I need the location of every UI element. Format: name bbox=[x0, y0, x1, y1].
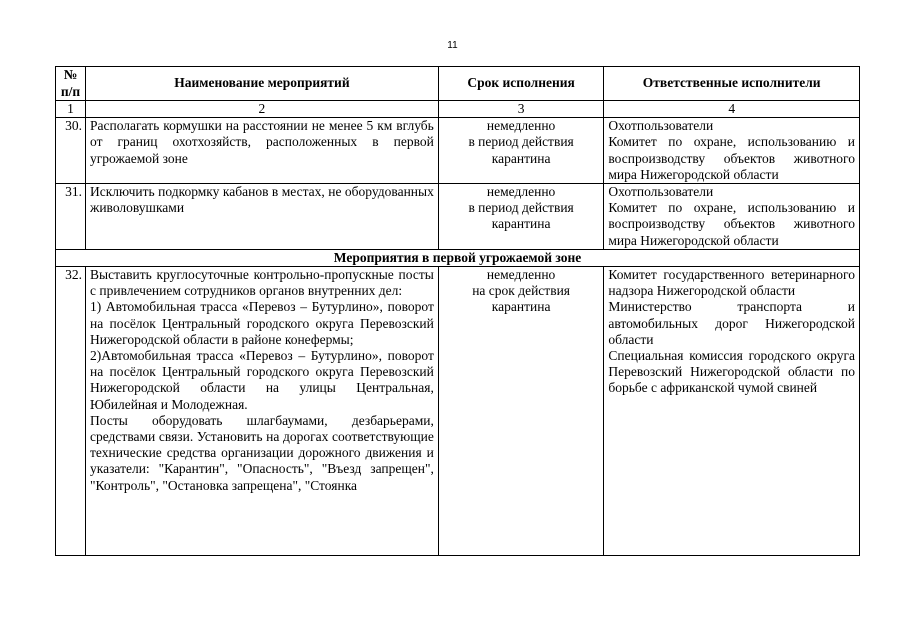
measures-table bbox=[55, 66, 860, 556]
section-title: Мероприятия в первой угрожаемой зоне bbox=[56, 249, 860, 266]
table-row bbox=[56, 184, 860, 250]
measure-name: Исключить подкормку кабанов в местах, не оборудованных живоловушками bbox=[86, 184, 439, 250]
measure-term: немедленно в период действия карантина bbox=[438, 118, 604, 184]
table-header-row bbox=[56, 67, 860, 101]
row-number: 32. bbox=[56, 267, 86, 556]
column-number: 4 bbox=[604, 101, 860, 118]
table-row bbox=[56, 118, 860, 184]
header-name: Наименование мероприятий bbox=[86, 67, 439, 101]
header-term: Срок исполнения bbox=[438, 67, 604, 101]
header-responsible: Ответственные исполнители bbox=[604, 67, 860, 101]
measure-responsible: Охотпользователи Комитет по охране, использованию и воспроизводству объектов животного мира Нижегородской области bbox=[604, 118, 860, 184]
row-number: 31. bbox=[56, 184, 86, 250]
table-row bbox=[56, 267, 860, 556]
column-numbers-row bbox=[56, 101, 860, 118]
measure-name: Выставить круглосуточные контрольно-пропускные посты с привлечением сотрудников органов внутренних дел: 1) Автомобильная трасса «Перевоз – Бутурлино», поворот на посёлок Центральный городского округа Перевозский Нижегородской области в районе конефермы; 2)Автомобильная трасса «Перевоз – Бутурлино», поворот на посёлок Центральный городского округа Перевозский Нижегородской области на улицы Центральная, Юбилейная и Молодежная. Посты оборудовать шлагбаумами, дезбарьерами, средствами связи. Установить на дорогах соответствующие технические средства организации дорожного движения и указатели: "Карантин", "Опасность", "Въезд запрещен", "Контроль", "Остановка запрещена", "Стоянка bbox=[86, 267, 439, 556]
column-number: 3 bbox=[438, 101, 604, 118]
column-number: 1 bbox=[56, 101, 86, 118]
measure-responsible: Охотпользователи Комитет по охране, использованию и воспроизводству объектов животного мира Нижегородской области bbox=[604, 184, 860, 250]
measure-name: Располагать кормушки на расстоянии не менее 5 км вглубь от границ охотхозяйств, расположенных в первой угрожаемой зоне bbox=[86, 118, 439, 184]
column-number: 2 bbox=[86, 101, 439, 118]
section-header-row bbox=[56, 249, 860, 266]
measure-term: немедленно на срок действия карантина bbox=[438, 267, 604, 556]
measure-term: немедленно в период действия карантина bbox=[438, 184, 604, 250]
page-number: 11 bbox=[447, 40, 458, 51]
measure-responsible: Комитет государственного ветеринарного надзора Нижегородской области Министерство транспорта и автомобильных дорог Нижегородской области Специальная комиссия городского округа Перевозский Нижегородской области по борьбе с африканской чумой свиней bbox=[604, 267, 860, 556]
header-no: № п/п bbox=[56, 67, 86, 101]
row-number: 30. bbox=[56, 118, 86, 184]
